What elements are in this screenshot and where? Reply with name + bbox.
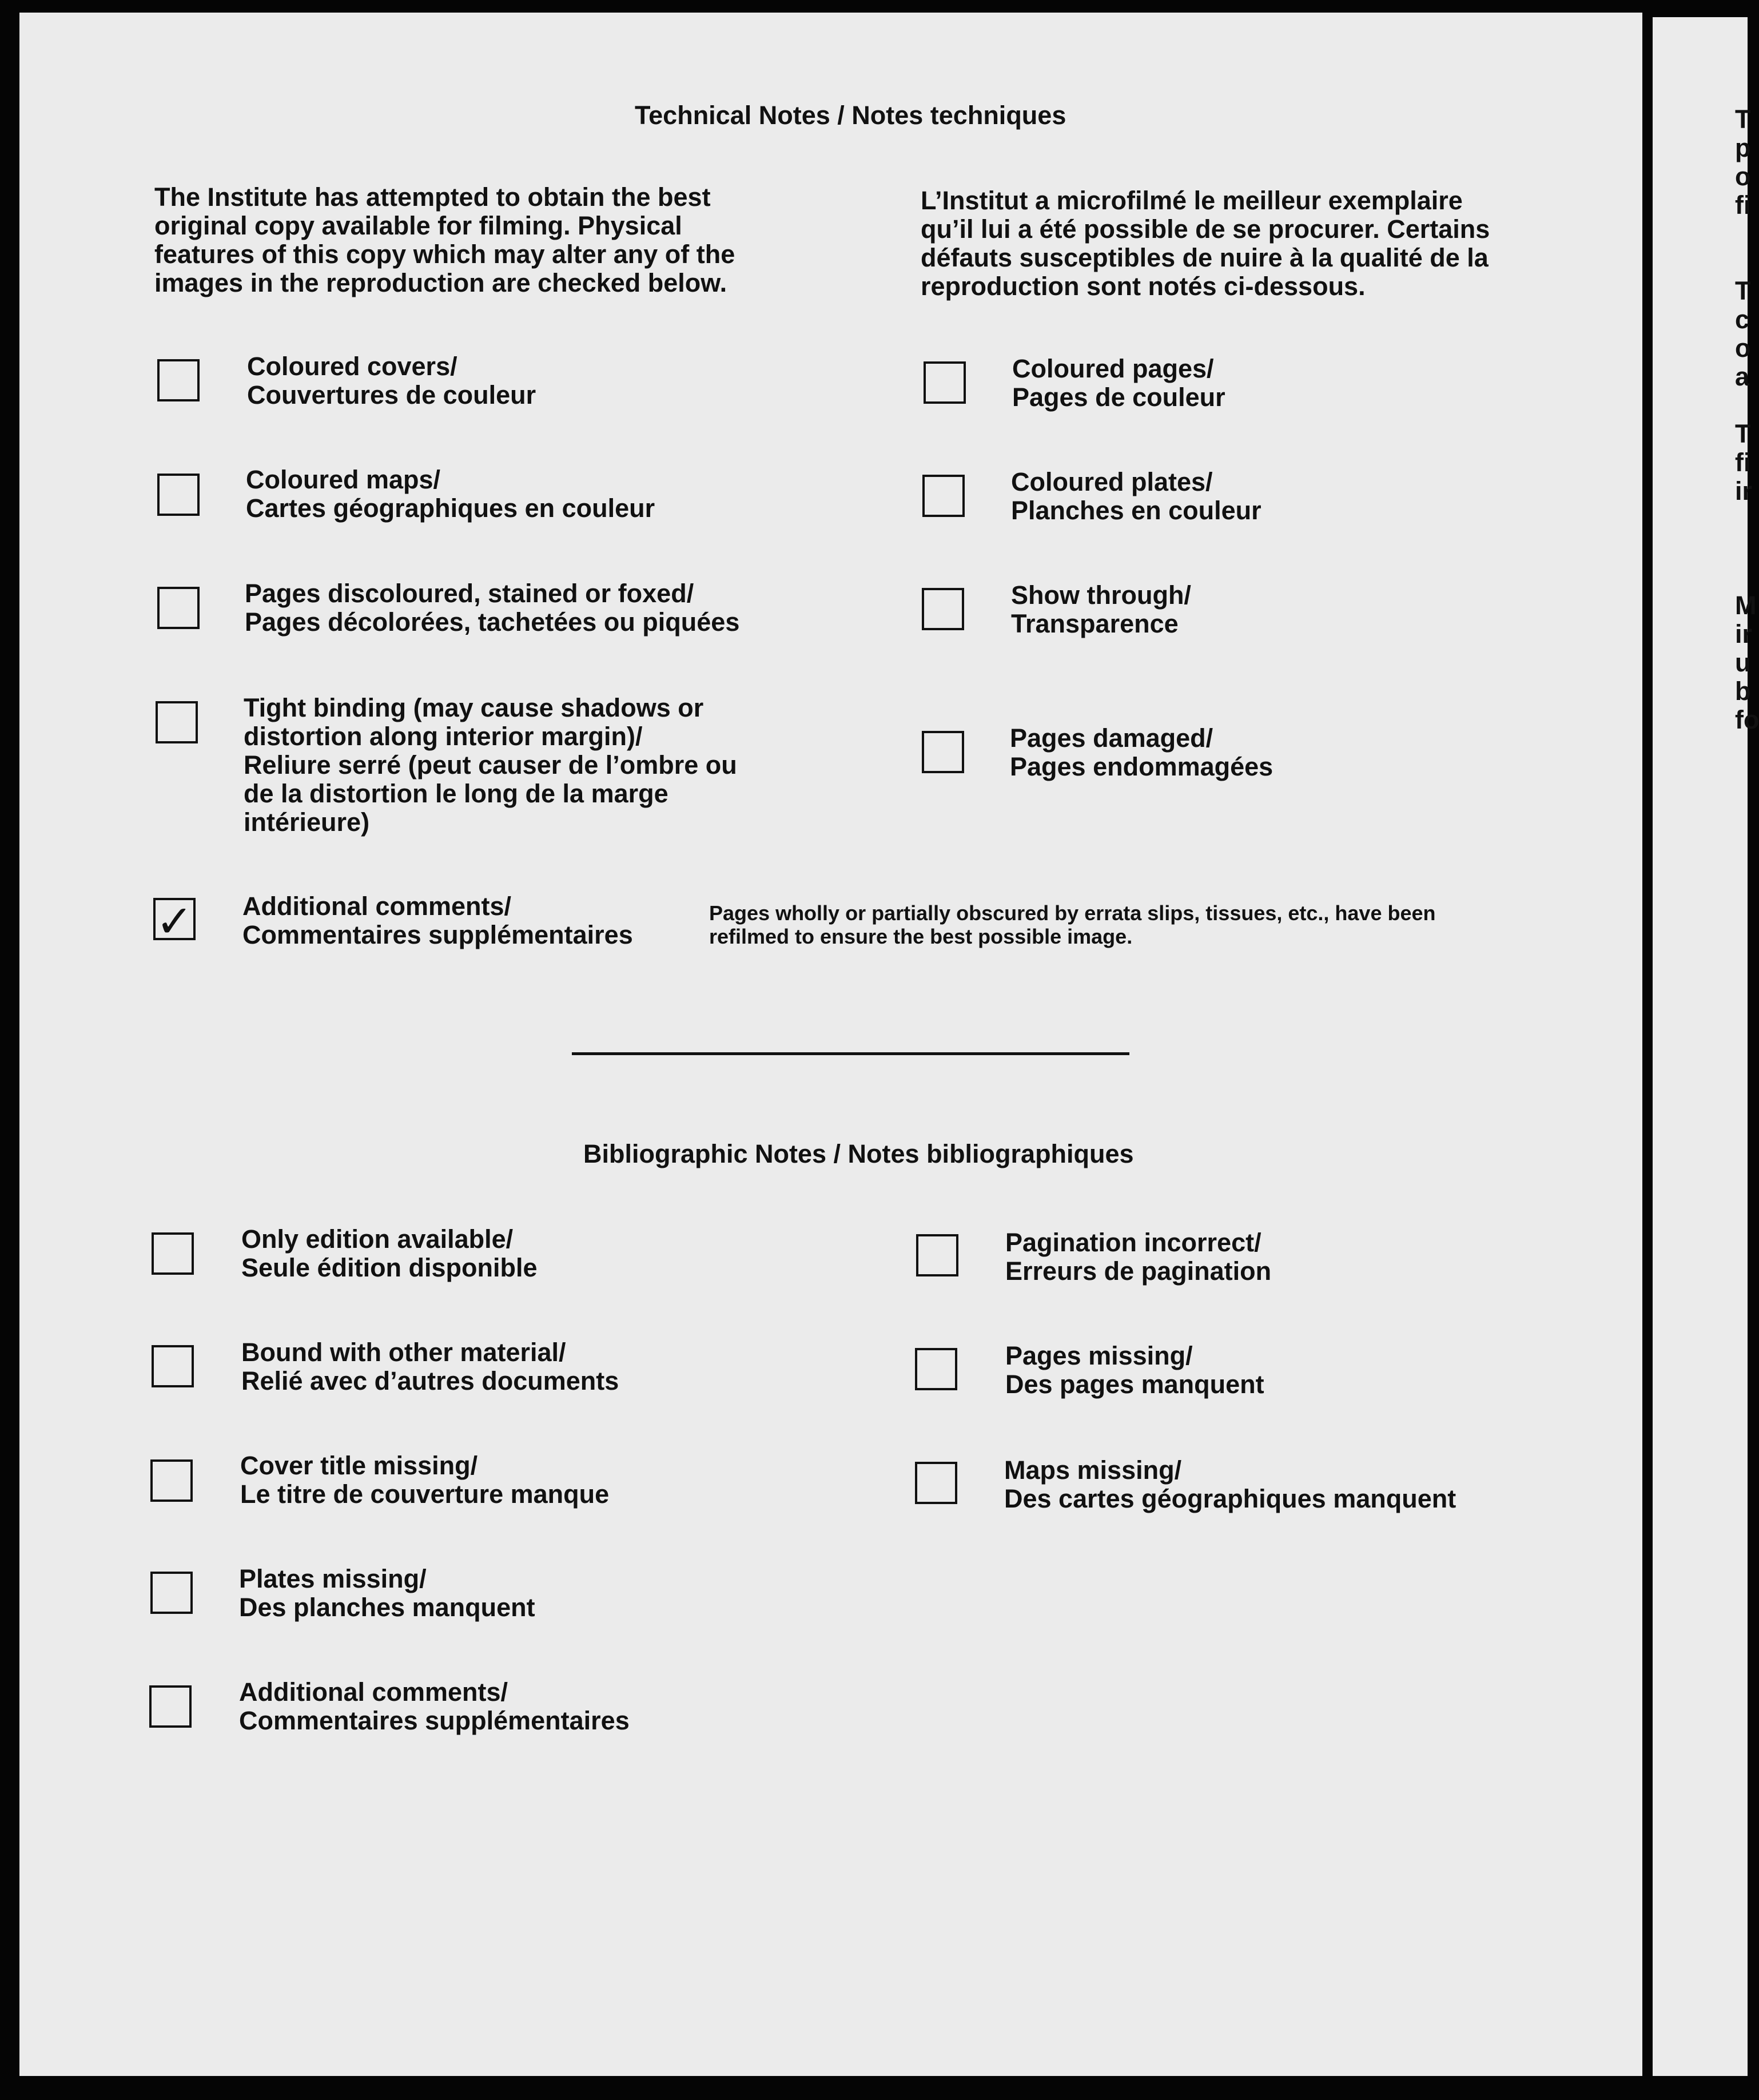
label-bound-with: Bound with other material/ Relié avec d’autres documents: [241, 1338, 619, 1395]
label-pages-discoloured: Pages discoloured, stained or foxed/ Pages décolorées, tachetées ou piquées: [245, 579, 740, 637]
adjacent-page-edge-text: T p o fi T c o a T fi ir M ir u b fo: [1735, 105, 1759, 734]
checkbox-additional-comments-technical[interactable]: [153, 896, 196, 946]
checkbox-pages-missing[interactable]: [915, 1348, 957, 1390]
checkbox-coloured-plates[interactable]: [922, 475, 965, 517]
checkbox-tight-binding[interactable]: [156, 701, 198, 743]
label-tight-binding: Tight binding (may cause shadows or distortion along interior margin)/ Reliure serré (peut causer de l’ombre ou de la distortion le long de la marge intérieure): [244, 693, 737, 837]
label-pages-missing: Pages missing/ Des pages manquent: [1005, 1341, 1264, 1399]
checkbox-pages-damaged[interactable]: [922, 731, 964, 773]
checkbox-additional-comments-bibliographic[interactable]: [149, 1685, 192, 1728]
label-pages-damaged: Pages damaged/ Pages endommagées: [1010, 723, 1274, 781]
checkbox-coloured-maps[interactable]: [157, 474, 200, 516]
label-pagination-incorrect: Pagination incorrect/ Erreurs de pagination: [1005, 1228, 1272, 1286]
checkbox-only-edition[interactable]: [152, 1232, 194, 1275]
technical-intro-french: L’Institut a microfilmé le meilleur exemplaire qu’il lui a été possible de se procurer. Certains défauts susceptibles de nuire à la qualité de la reproduction sont notés ci-dessous.: [921, 186, 1490, 301]
checkbox-pages-discoloured[interactable]: [157, 587, 200, 629]
adjacent-page: [1653, 17, 1748, 2076]
notes-page: [19, 13, 1642, 2076]
label-coloured-covers: Coloured covers/ Couvertures de couleur: [247, 352, 536, 409]
technical-intro-english: The Institute has attempted to obtain the best original copy available for filming. Physical features of this copy which may alter any of the images in the reproduction are checked below.: [154, 182, 735, 297]
label-only-edition: Only edition available/ Seule édition disponible: [241, 1224, 538, 1282]
label-coloured-plates: Coloured plates/ Planches en couleur: [1011, 467, 1261, 525]
checkbox-pagination-incorrect[interactable]: [916, 1234, 958, 1276]
label-coloured-maps: Coloured maps/ Cartes géographiques en couleur: [246, 465, 655, 523]
bibliographic-notes-heading: Bibliographic Notes / Notes bibliographiques: [583, 1139, 1134, 1168]
checkbox-plates-missing[interactable]: [150, 1572, 193, 1614]
label-additional-comments-technical: Additional comments/ Commentaires supplémentaires: [242, 892, 633, 949]
label-cover-title-missing: Cover title missing/ Le titre de couverture manque: [240, 1451, 610, 1509]
label-maps-missing: Maps missing/ Des cartes géographiques manquent: [1004, 1455, 1456, 1513]
checkbox-bound-with[interactable]: [152, 1345, 194, 1387]
checkbox-show-through[interactable]: [922, 588, 964, 630]
checkbox-maps-missing[interactable]: [915, 1462, 957, 1504]
checkmark-icon: ✓: [156, 896, 193, 946]
checkbox-coloured-pages[interactable]: [924, 361, 966, 404]
label-plates-missing: Plates missing/ Des planches manquent: [239, 1564, 535, 1622]
checkbox-coloured-covers[interactable]: [157, 359, 200, 401]
technical-comment-text: Pages wholly or partially obscured by errata slips, tissues, etc., have been refilmed to ensure the best possible image.: [709, 901, 1436, 948]
technical-notes-heading: Technical Notes / Notes techniques: [635, 101, 1066, 130]
label-additional-comments-bibliographic: Additional comments/ Commentaires supplémentaires: [239, 1677, 630, 1735]
section-divider: [572, 1052, 1129, 1055]
label-coloured-pages: Coloured pages/ Pages de couleur: [1012, 354, 1225, 412]
checkbox-cover-title-missing[interactable]: [150, 1459, 193, 1502]
label-show-through: Show through/ Transparence: [1011, 580, 1191, 638]
